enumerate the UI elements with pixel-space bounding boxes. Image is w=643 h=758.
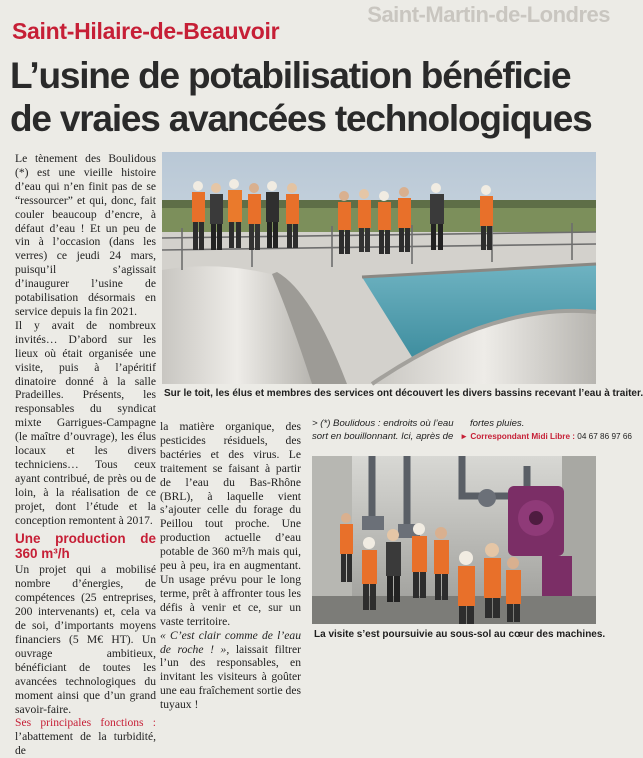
footnote-line-1: > (*) Boulidous : endroits où l’eau [312,418,454,429]
paragraph-quote [160,629,301,712]
photo-rooftop-basins [162,152,596,384]
functions-text: l’abattement de la turbidité, de [15,730,156,758]
quote-followup: laissait filtrer l’un des responsables, en invitant les visiteurs à goûter une eau fraîchement sortie des tuyaux ! [160,642,301,712]
functions-lead: Ses principales fonctions : [15,716,156,730]
article-headline [10,54,600,140]
footnote-line-3: fortes pluies. [470,418,525,429]
article-column-1 [15,152,156,758]
top-photo-caption: Sur le toit, les élus et membres des services ont découvert les divers bassins recevant l’eau à traiter. [164,388,643,399]
footnote-boulidous [312,418,462,443]
paragraph-treatment: la matière organique, des pesticides résiduels, des bactéries et des virus. Le traitement se faisant à partir de l’eau du Bas-Rhône (BRL), à laquelle vient s’ajouter celle du forage du Peillou tout proche. Une production actuelle d’eau potable de 360 m³/h mais qui, peu à peu, ira en augmentant. Un usage prévu pour le long terme, prêt à affronter tous les défis à venir et ce, sur un vaste territoire. [160,420,301,628]
article-column-2 [160,420,301,712]
quote-text: « C’est clair comme de l’eau de roche ! », [160,628,301,656]
headline-line-1: L’usine de potabilisation bénéficie [10,55,571,96]
bottom-photo-caption: La visite s’est poursuivie au sous-sol au cœur des machines. [314,629,606,640]
paragraph-functions [15,716,156,758]
paragraph-guests: Il y avait de nombreux invités… D’abord sur les lieux où était organisée une visite, puis à l’apéritif dinatoire donné à la salle Pradeilles. Présents, les responsables du syndicat mixte Garrigues-Campagne (le maître d’ouvrage), les élus locaux et les divers techniciens… Tous ceux ayant contribué, de près ou de loin, à la réalisation de ce projet, dont l’étude et la conception remontent à 2017. [15,318,156,527]
rooftop-photo-illustration [162,152,596,384]
correspondent-credit [460,432,632,441]
paragraph-intro: Le tènement des Boulidous (*) est une vieille histoire d’eau qui n’en finit pas de se “ressourcer” et qui, donc, fait couler beaucoup d’encre, à défaut d’eau ! Et un peu de vin à l’occasion (dans les verres) ce jeudi 24 mars, puisqu’il s’agissait d’inaugurer l’usine de potabilisation désormais en service depuis la fin 2021. [15,152,156,318]
paragraph-project: Un projet qui a mobilisé nombre d’énergies, de compétences (25 entreprises, 200 intervenants) et, cela va de soi, d’importants moyens financiers (5 M€ HT). Un ouvrage ambitieux, bénéficiant de toutes les avancées technologiques du moment ainsi que d’un grand savoir-faire. [15,563,156,716]
footnote-line-2: sort en bouillonnant. Ici, après de [312,430,454,442]
headline-line-2: de vraies avancées technologiques [10,98,592,139]
neighbour-article-ghost: Saint-Martin-de-Londres [367,2,610,27]
machine-room-illustration [312,456,596,624]
correspondent-label: Correspondant Midi Libre : [470,432,576,441]
correspondent-arrow-icon: ► [460,432,469,441]
article-rubric: Saint-Hilaire-de-Beauvoir [12,18,280,44]
photo-machine-room [312,456,596,624]
section-subhead: Une production de 360 m³/h [15,531,156,562]
correspondent-phone: 04 67 86 97 66 [577,432,632,441]
